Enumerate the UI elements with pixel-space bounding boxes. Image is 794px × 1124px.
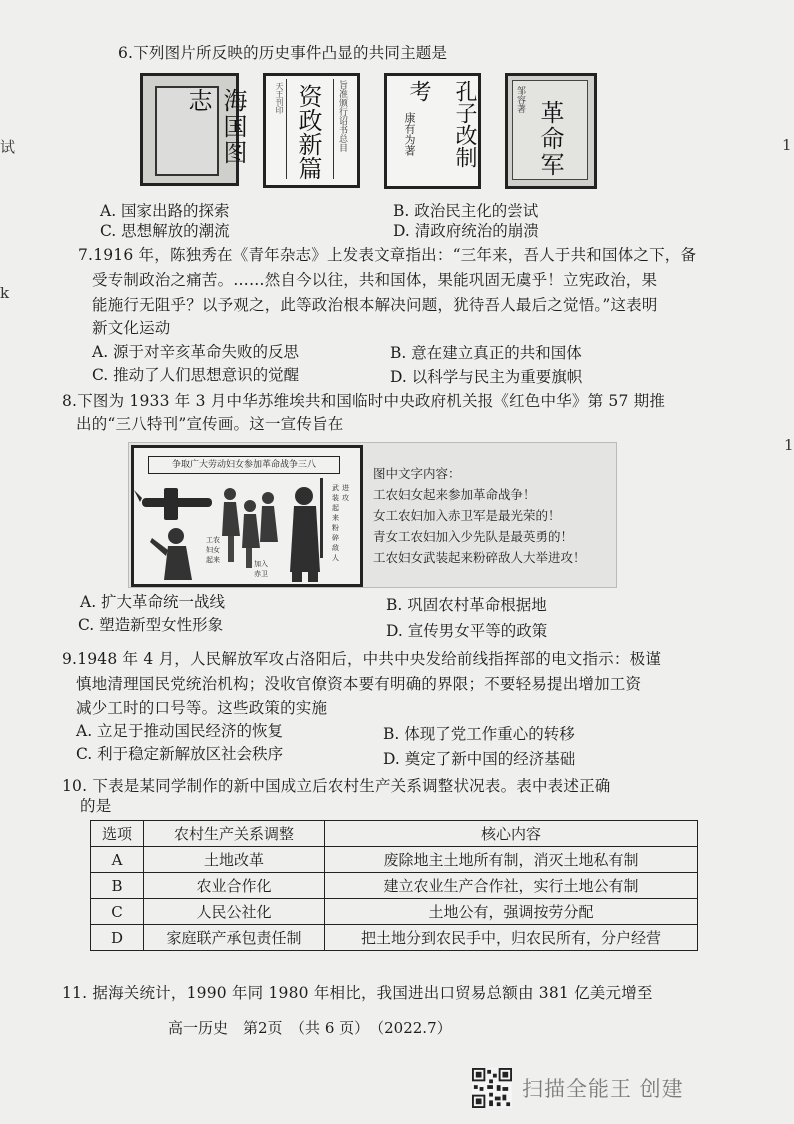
caption-line: 女工农妇加入赤卫军是最光荣的！ [373,508,561,523]
caption-line: 图中文字内容： [373,466,461,481]
q8-option-a: A. 扩大革命统一战线 [80,593,226,611]
q10-line: 的是 [80,797,112,815]
page-footer: 高一历史 第2页 （共 6 页） （2022.7） [168,1019,452,1037]
caption-line: 青女工农妇加入少先队是最英勇的！ [373,529,574,544]
q6-option-b: B. 政治民主化的尝试 [393,202,539,220]
caption-line: 工农妇女武装起来粉碎敌人大举进攻！ [373,550,586,565]
q8-propaganda-image [128,442,617,588]
svg-text:粉: 粉 [332,524,339,532]
table-cell: 把土地分到农民手中，归农民所有，分户经营 [325,925,698,951]
q6-img4-title: 革命军 [536,100,564,178]
svg-text:赤卫: 赤卫 [254,570,268,578]
q6-img1-title: 海国图志 [184,88,247,166]
poster-illustration-icon [134,476,354,582]
q7-option-c: C. 推动了人们思想意识的觉醒 [92,366,300,384]
q6-image-kongzigaizhikao [384,73,481,189]
table-cell: 农业合作化 [144,873,325,899]
q9-option-b: B. 体现了党工作重心的转移 [383,725,575,743]
q9-option-c: C. 利于稳定新解放区社会秩序 [76,745,284,763]
q6-img3-title: 孔子改制考 [406,80,477,168]
svg-text:起来: 起来 [206,556,220,564]
table-header: 选项 [91,821,144,847]
margin-mark: 1 [782,136,792,154]
table-cell: 家庭联产承包责任制 [144,925,325,951]
margin-mark: k [0,284,10,302]
svg-text:加入: 加入 [254,560,268,568]
svg-text:妇女: 妇女 [206,546,220,554]
table-cell: B [91,873,144,899]
q6-option-d: D. 清政府统治的崩溃 [393,222,539,240]
table-row [91,873,698,899]
q9-line: 减少工时的口号等。这些政策的实施 [76,699,328,717]
table-cell: 建立农业生产合作社，实行土地公有制 [325,873,698,899]
q7-line: 7.1916 年，陈独秀在《青年杂志》上发表文章指出：“三年来，吾人于共和国体之下，备 [78,246,697,264]
q6-img3-author: 康有为著 [403,112,416,156]
svg-text:装: 装 [332,494,339,502]
svg-text:工农: 工农 [206,536,220,544]
svg-text:来: 来 [332,514,339,522]
caption-line: 工农妇女起来参加革命战争！ [373,487,536,502]
q6-option-c: C. 思想解放的潮流 [100,222,230,240]
scanner-watermark [472,1068,684,1108]
table-header-row [91,821,698,847]
svg-text:攻: 攻 [342,494,349,502]
svg-text:碎: 碎 [332,534,339,542]
svg-text:进: 进 [342,484,349,492]
q7-line: 受专制政治之痛苦。……然自今以往，共和国体，果能巩固无虞乎！立宪政治，果 [92,271,658,289]
q8-line: 出的“三八特刊”宣传画。这一宣传旨在 [76,415,344,433]
table-cell: D [91,925,144,951]
svg-text:起: 起 [332,504,339,512]
q8-poster [131,445,363,587]
q6-image-gemingjun: 邹容著 革命军 [505,73,597,189]
q6-img2-title: 资政新篇 [294,84,322,180]
qr-code-icon [472,1068,512,1108]
svg-text:敌: 敌 [332,544,339,552]
table-cell: 土地公有，强调按劳分配 [325,899,698,925]
table-cell: 废除地主土地所有制，消灭土地私有制 [325,847,698,873]
q6-stem: 6.下列图片所反映的历史事件凸显的共同主题是 [118,44,448,62]
q10-line: 10. 下表是某同学制作的新中国成立后农村生产关系调整状况表。表中表述正确 [62,777,611,795]
q9-option-d: D. 奠定了新中国的经济基础 [383,750,576,768]
q9-option-a: A. 立足于推动国民经济的恢复 [76,722,284,740]
q8-option-d: D. 宣传男女平等的政策 [386,622,548,640]
q6-option-a: A. 国家出路的探索 [100,202,230,220]
q8-line: 8.下图为 1933 年 3 月中华苏维埃共和国临时中央政府机关报《红色中华》第 57 期推 [62,392,666,410]
q10-table [90,820,698,951]
table-header: 核心内容 [325,821,698,847]
q6-image-haiguotuzhi [140,73,247,186]
table-cell: 人民公社化 [144,899,325,925]
watermark-text: 扫描全能王 创建 [522,1077,684,1101]
table-cell: 土地改革 [144,847,325,873]
table-row [91,925,698,951]
q9-line: 慎地清理国民党统治机构；没收官僚资本要有明确的界限；不要轻易提出增加工资 [76,675,642,693]
q8-option-b: B. 巩固农村革命根据地 [386,596,547,614]
q7-option-b: B. 意在建立真正的共和国体 [390,344,582,362]
q8-caption [373,463,586,568]
table-cell: A [91,847,144,873]
svg-text:武: 武 [332,484,339,492]
q8-option-c: C. 塑造新型女性形象 [78,616,224,634]
margin-mark: 试 [0,138,16,156]
svg-text:人: 人 [332,554,339,562]
q11-line: 11. 据海关统计，1990 年同 1980 年相比，我国进出口贸易总额由 381 亿美元增至 [62,984,653,1002]
table-row [91,899,698,925]
q6-image-zizhengxinpian: 天王刊印 资政新篇 旨准颁行诏书总目 [263,73,360,188]
table-cell: C [91,899,144,925]
table-header: 农村生产关系调整 [144,821,325,847]
q9-line: 9.1948 年 4 月，人民解放军攻占洛阳后，中共中央发给前线指挥部的电文指示：极谨 [62,650,661,668]
q8-poster-title: 争取广大劳动妇女参加革命战争三八 [148,456,340,474]
q7-option-d: D. 以科学与民主为重要旗帜 [390,368,583,386]
table-row [91,847,698,873]
q7-line: 能施行无阻乎？以予观之，此等政治根本解决问题，犹待吾人最后之觉悟。”这表明 [92,296,658,314]
q7-line: 新文化运动 [92,319,171,337]
margin-mark: 1 [784,436,794,454]
q7-option-a: A. 源于对辛亥革命失败的反思 [92,343,300,361]
